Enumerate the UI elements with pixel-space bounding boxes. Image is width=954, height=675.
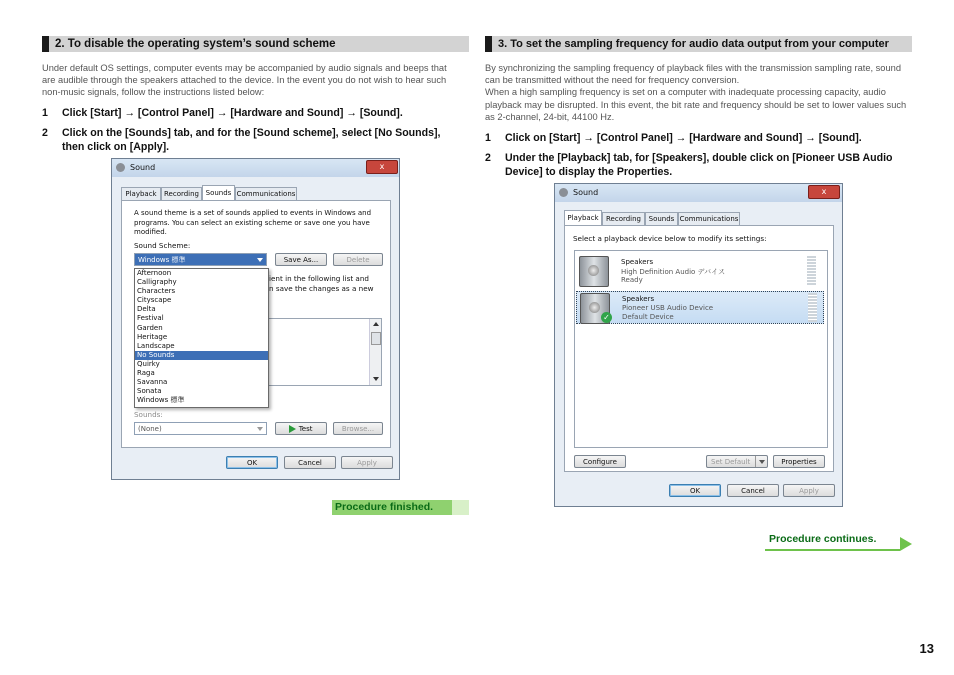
device-status: Ready — [621, 276, 643, 284]
device-row-hd-audio[interactable] — [576, 254, 824, 287]
tab-playback[interactable]: Playback — [121, 187, 161, 200]
dialog-titlebar — [112, 159, 399, 177]
device-list[interactable] — [574, 250, 828, 448]
dropdown-items — [135, 269, 268, 405]
tab-bar — [564, 212, 834, 226]
step-text: Under the [Playback] tab, for [Speakers], double click on [Pioneer USB Audio Device] to display the Properties. — [505, 152, 893, 178]
scheme-option[interactable]: Afternoon — [137, 269, 172, 277]
dialog-title: Sound — [573, 188, 599, 197]
device-description: Pioneer USB Audio Device — [622, 304, 714, 312]
cancel-button[interactable]: Cancel — [727, 484, 779, 497]
end-marker — [452, 500, 469, 515]
step-number: 2 — [485, 152, 491, 164]
sound-dialog-playback-tab — [554, 183, 843, 507]
properties-button[interactable]: Properties — [773, 455, 825, 468]
default-device-check-icon: ✓ — [601, 312, 612, 323]
page-number: 13 — [919, 641, 934, 656]
apply-button[interactable]: Apply — [341, 456, 393, 469]
tab-bar — [121, 187, 391, 201]
step-text: Click on the [Sounds] tab, and for the [Sound scheme], select [No Sounds], then click on [Apply]. — [62, 127, 441, 153]
scheme-option[interactable]: Cityscape — [137, 296, 172, 305]
set-default-label: Set Default — [711, 458, 751, 466]
device-status: Default Device — [622, 313, 674, 321]
scheme-option[interactable]: Sonata — [137, 387, 162, 396]
playback-prompt: Select a playback device below to modify its settings: — [573, 234, 767, 243]
scheme-option[interactable]: Delta — [137, 305, 156, 314]
chevron-down-icon[interactable] — [755, 456, 767, 467]
apply-button[interactable]: Apply — [783, 484, 835, 497]
test-button[interactable] — [275, 422, 327, 435]
close-button[interactable]: x — [808, 185, 840, 199]
scheme-description: A sound theme is a set of sounds applied to events in Windows and programs. You can select an existing scheme or save one you have modified. — [134, 209, 372, 236]
tab-communications[interactable]: Communications — [678, 212, 740, 225]
tab-playback[interactable]: Playback — [564, 210, 602, 225]
close-button[interactable]: x — [366, 160, 398, 174]
device-name: Speakers — [621, 258, 654, 266]
procedure-finished-label — [332, 500, 469, 515]
test-label: Test — [298, 425, 313, 433]
events-list[interactable] — [268, 318, 382, 386]
sounds-label: Sounds: — [134, 410, 163, 419]
sounds-value: (None) — [138, 425, 162, 433]
device-row-pioneer-usb[interactable] — [576, 291, 824, 324]
scheme-option[interactable]: Characters — [137, 287, 176, 296]
speaker-icon — [116, 163, 125, 172]
tab-sounds[interactable]: Sounds — [202, 185, 235, 200]
intro-paragraph-right: By synchronizing the sampling frequency of playback files with the transmission sampling rate, sound can be transmitted without the need for frequency conversion. When a high sampling frequency is set on a computer with inadequate processing capacity, audio playback may be disrupted. In this event, the bit rate and frequency should be set to lower values such as 2-channel, 24-bit, 44100 Hz. — [485, 63, 907, 122]
scheme-option[interactable]: Quirky — [137, 359, 160, 368]
step-number: 1 — [485, 132, 491, 144]
scheme-option[interactable]: Festival — [137, 314, 164, 323]
configure-button[interactable]: Configure — [574, 455, 626, 468]
speaker-icon — [559, 188, 568, 197]
set-default-button[interactable] — [706, 455, 768, 468]
step-text: Click [Start] → [Control Panel] → [Hardware and Sound] → [Sound]. — [62, 107, 403, 119]
tab-panel — [564, 225, 834, 472]
tab-recording[interactable]: Recording — [161, 187, 202, 200]
scroll-down-arrow-icon[interactable] — [373, 377, 379, 381]
browse-button[interactable]: Browse... — [333, 422, 383, 435]
scheme-dropdown-list[interactable] — [134, 268, 269, 408]
step-text: Click on [Start] → [Control Panel] → [Hardware and Sound] → [Sound]. — [505, 132, 862, 144]
section-heading-left: 2. To disable the operating system’s sound scheme — [42, 36, 469, 52]
ok-button[interactable]: OK — [226, 456, 278, 469]
ok-button[interactable]: OK — [669, 484, 721, 497]
sound-dialog-sounds-tab — [111, 158, 400, 480]
procedure-finished-text: Procedure finished. — [335, 501, 434, 513]
dialog-titlebar — [555, 184, 842, 202]
scheme-option[interactable]: Windows 標準 — [137, 396, 185, 405]
device-name: Speakers — [622, 295, 655, 303]
step-1-left — [42, 106, 467, 120]
sounds-combo[interactable] — [134, 422, 267, 435]
scheme-option[interactable]: No Sounds — [135, 351, 268, 360]
partial-instruction-text: ient in the following list and n save the changes as a new — [269, 274, 374, 293]
scheme-option[interactable]: Heritage — [137, 332, 168, 341]
save-as-button[interactable]: Save As... — [275, 253, 327, 266]
section-heading-right: 3. To set the sampling frequency for audio data output from your computer — [485, 36, 912, 52]
speaker-device-icon — [579, 256, 609, 287]
scheme-label: Sound Scheme: — [134, 241, 191, 250]
tab-recording[interactable]: Recording — [602, 212, 645, 225]
scroll-thumb[interactable] — [371, 332, 381, 345]
scheme-option[interactable]: Landscape — [137, 341, 175, 350]
cancel-button[interactable]: Cancel — [284, 456, 336, 469]
scrollbar[interactable] — [369, 319, 381, 385]
sound-scheme-combo[interactable] — [134, 253, 267, 266]
dialog-title: Sound — [130, 163, 156, 172]
delete-button[interactable]: Delete — [333, 253, 383, 266]
step-number: 2 — [42, 127, 48, 139]
intro-paragraph-left: Under default OS settings, computer events may be accompanied by audio signals and beeps that are audible through the speakers attached to the device. In the event you do not wish to hear such non-music signals, follow the instructions listed below: — [42, 63, 447, 98]
step-1-right — [485, 131, 910, 145]
device-description: High Definition Audio デバイス — [621, 268, 726, 276]
procedure-continues-label — [765, 532, 900, 551]
play-icon — [289, 425, 296, 433]
scheme-option[interactable]: Raga — [137, 369, 155, 378]
tab-communications[interactable]: Communications — [235, 187, 297, 200]
step-2-left — [42, 126, 467, 154]
scheme-option[interactable]: Calligraphy — [137, 278, 177, 287]
tab-sounds[interactable]: Sounds — [645, 212, 678, 225]
procedure-continues-text: Procedure continues. — [769, 533, 877, 545]
scheme-value: Windows 標準 — [138, 256, 186, 264]
arrow-right-icon — [900, 537, 912, 551]
volume-meter — [808, 293, 817, 322]
chevron-down-icon — [257, 427, 263, 431]
volume-meter — [807, 256, 816, 285]
scroll-up-arrow-icon[interactable] — [373, 322, 379, 326]
step-2-right — [485, 151, 910, 179]
step-number: 1 — [42, 107, 48, 119]
chevron-down-icon — [257, 258, 263, 262]
scheme-option[interactable]: Garden — [137, 323, 163, 332]
scheme-option[interactable]: Savanna — [137, 378, 168, 387]
